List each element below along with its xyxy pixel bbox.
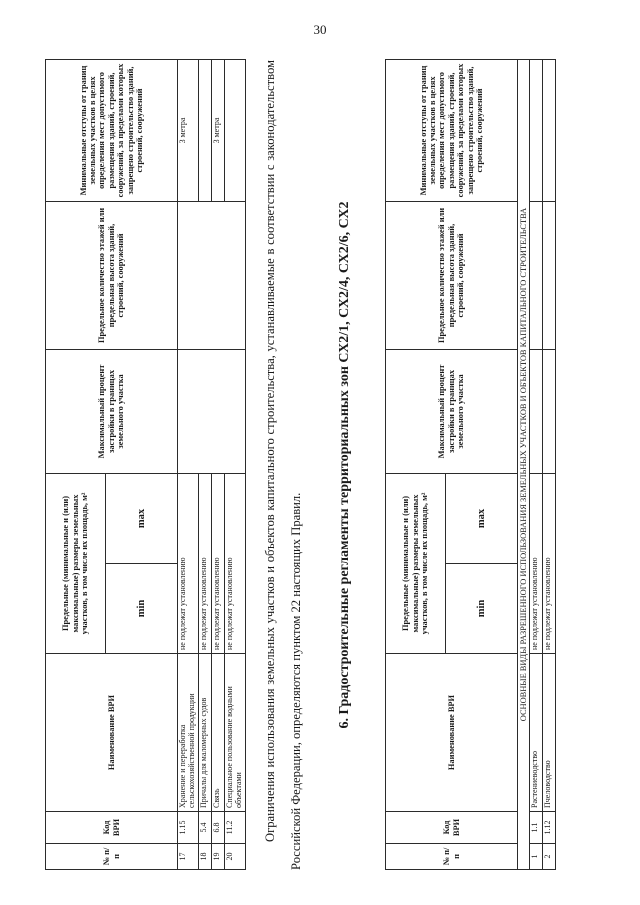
regulations-table-continued: [45, 59, 246, 870]
col-header-code: Код ВРИ: [46, 812, 178, 844]
row-sizes: не подлежат установлению: [198, 474, 211, 654]
col-header-name: Наименование ВРИ: [46, 654, 178, 812]
row-code: 1.12: [543, 812, 556, 844]
col-header-code: Код ВРИ: [386, 812, 518, 844]
row-setback: [198, 60, 211, 202]
row-no: 20: [224, 844, 245, 870]
restrictions-paragraph: [257, 60, 309, 870]
col-header-percent: Максимальный процент застройки в границах земельного участка: [46, 350, 178, 474]
row-code: 5.4: [198, 812, 211, 844]
row-sizes: не подлежат установлению: [543, 474, 556, 654]
col-header-no: № п/п: [386, 844, 518, 870]
row-code: 6.8: [211, 812, 224, 844]
paragraph-line-1: Ограничения использования земельных участков и объектов капитального строительства, устанавливаемые в: [263, 248, 277, 842]
col-header-floors: Предельное количество этажей или предельная высота зданий, строений, сооружений: [386, 202, 518, 350]
row-sizes: не подлежат установлению: [224, 474, 245, 654]
row-percent: [530, 350, 543, 474]
row-name: Хранение и переработка сельскохозяйственной продукции: [178, 654, 199, 812]
regulations-table-zones: [385, 59, 556, 870]
row-floors: [543, 202, 556, 350]
row-code: 11.2: [224, 812, 245, 844]
row-percent: [178, 350, 246, 474]
table-row: [530, 60, 543, 870]
col-header-setback: Минимальные отступы от границ земельных участков в целях определения мест допустимого размещения зданий, строений, сооружений, за пределами которых запрещено строительство зданий, строений, сооружений: [46, 60, 178, 202]
row-code: 1.15: [178, 812, 199, 844]
rotated-content: [45, 60, 605, 870]
row-name: Растениеводство: [530, 654, 543, 812]
row-no: 2: [543, 844, 556, 870]
row-setback: 3 метра: [178, 60, 199, 202]
row-setback: 3 метра: [211, 60, 224, 202]
section-heading: 6. Градостроительные регламенты территориальных зон СХ2/1, СХ2/4, СХ2/6, СХ2: [337, 201, 352, 729]
row-code: 1.1: [530, 812, 543, 844]
row-floors: [530, 202, 543, 350]
row-setback: [224, 60, 245, 202]
col-header-name: Наименование ВРИ: [386, 654, 518, 812]
table-row: [178, 60, 199, 870]
col-header-max: max: [446, 474, 518, 564]
row-setback: [530, 60, 543, 202]
col-header-percent: Максимальный процент застройки в границах земельного участка: [386, 350, 518, 474]
col-header-setback: Минимальные отступы от границ земельных участков в целях определения мест допустимого размещения зданий, строений, сооружений, за пределами которых запрещено строительство зданий, строений, сооружений: [386, 60, 518, 202]
col-header-no: № п/п: [46, 844, 178, 870]
col-header-floors: Предельное количество этажей или предельная высота зданий, строений, сооружений: [46, 202, 178, 350]
col-header-sizes: Предельные (минимальные и (или) максимальные) размеры земельных участков, в том числе их площадь, м²: [386, 474, 446, 654]
row-floors: [178, 202, 246, 350]
row-name: Связь: [211, 654, 224, 812]
row-sizes: не подлежат установлению: [178, 474, 199, 654]
paragraph-line-2: соответствии с законодательством Российской Федерации, определяются пунктом 22 настоящих Правил.: [263, 60, 303, 870]
row-percent: [543, 350, 556, 474]
row-setback: [543, 60, 556, 202]
col-header-max: max: [106, 474, 178, 564]
col-header-min: min: [446, 564, 518, 654]
row-no: 18: [198, 844, 211, 870]
row-name: Причалы для маломерных судов: [198, 654, 211, 812]
row-no: 1: [530, 844, 543, 870]
col-header-sizes: Предельные (минимальные и (или) максимальные) размеры земельных участков, в том числе их площадь, м²: [46, 474, 106, 654]
row-name: Специальное пользование водными объектами: [224, 654, 245, 812]
row-no: 19: [211, 844, 224, 870]
page-number: 30: [313, 22, 327, 37]
row-sizes: не подлежат установлению: [211, 474, 224, 654]
col-header-min: min: [106, 564, 178, 654]
section-row: [518, 60, 530, 870]
section-row-label: ОСНОВНЫЕ ВИДЫ РАЗРЕШЕННОГО ИСПОЛЬЗОВАНИЯ ЗЕМЕЛЬНЫХ УЧАСТКОВ И ОБЪЕКТОВ КАПИТАЛЬНОГО СТРОИТЕЛЬСТВА: [518, 60, 530, 870]
row-name: Пчеловодство: [543, 654, 556, 812]
row-no: 17: [178, 844, 199, 870]
table-row: [543, 60, 556, 870]
row-sizes: не подлежат установлению: [530, 474, 543, 654]
